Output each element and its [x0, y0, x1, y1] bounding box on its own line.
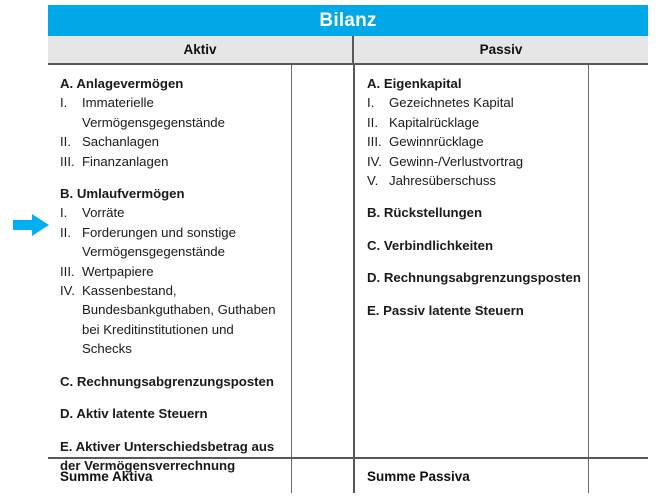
section-item	[367, 132, 582, 151]
section-item-numeral: II.	[367, 114, 378, 130]
section-item-numeral: II.	[60, 224, 71, 240]
section-heading: E. Passiv latente Steuern	[367, 302, 524, 318]
section-item-label: Jahresüberschuss	[389, 173, 497, 189]
column-header-aktiv-label: Aktiv	[183, 42, 217, 57]
section-spacer	[60, 171, 285, 184]
section-item-label: Gewinn-/Verlustvortrag	[389, 153, 524, 169]
section-item	[60, 281, 285, 359]
section-heading: C. Rechnungsabgrenzungsposten	[60, 373, 274, 389]
section-item-label: Kassenbestand, Bundesbankguthaben, Guthaben bei Kreditinstitutionen und Schecks	[82, 283, 276, 357]
summary-passiv-label-cell	[353, 459, 588, 493]
section-heading: A. Anlagevermögen	[60, 76, 184, 91]
section-item-numeral: III.	[367, 134, 382, 150]
section-spacer	[60, 391, 285, 404]
section-item	[367, 113, 582, 132]
section-heading: D. Rechnungsabgrenzungsposten	[367, 270, 581, 286]
section-item	[367, 93, 582, 112]
column-header-aktiv	[48, 36, 354, 63]
section-item-numeral: II.	[60, 134, 71, 150]
section-item-label: Finanzanlagen	[82, 153, 169, 169]
section-spacer	[367, 288, 582, 301]
aktiv-entries	[48, 65, 291, 473]
summary-aktiv-label: Summe Aktiva	[60, 468, 153, 484]
column-header-passiv-label: Passiv	[479, 42, 523, 57]
section-item-label: Immaterielle Vermögensgegenstände	[82, 95, 225, 130]
section-item	[367, 171, 582, 190]
section-item	[60, 152, 285, 171]
section-item-label: Kapitalrücklage	[389, 114, 480, 130]
section-spacer	[60, 359, 285, 372]
section-item	[60, 132, 285, 151]
section-heading: A. Eigenkapital	[367, 76, 462, 91]
section-item-label: Sachanlagen	[82, 134, 159, 150]
passiv-values-cell	[588, 65, 648, 457]
section-item	[60, 262, 285, 281]
sheet-title-banner	[48, 5, 648, 36]
summary-aktiv-value-cell	[291, 459, 353, 493]
section-item	[60, 223, 285, 262]
aktiv-values-cell	[291, 65, 353, 457]
section-spacer	[367, 223, 582, 236]
section-item	[367, 152, 582, 171]
section-item-numeral: I.	[367, 95, 375, 111]
section-spacer	[367, 255, 582, 268]
section-item-numeral: IV.	[367, 153, 382, 169]
section-item-numeral: V.	[367, 173, 379, 189]
table-header-row	[48, 36, 648, 65]
section-item-numeral: III.	[60, 263, 75, 279]
annotation-arrow	[13, 214, 49, 236]
section-item-numeral: I.	[60, 205, 68, 221]
summary-passiv-label: Summe Passiva	[367, 468, 470, 484]
section-item-label: Forderungen und sonstige Vermögensgegenstände	[82, 224, 236, 260]
section-item	[60, 93, 285, 132]
balance-sheet-table	[48, 5, 648, 493]
section-heading: B. Rückstellungen	[367, 205, 483, 221]
page-title: Bilanz	[319, 9, 377, 31]
section-item-label: Gezeichnetes Kapital	[389, 95, 514, 111]
section-spacer	[367, 190, 582, 203]
section-heading: C. Verbindlichkeiten	[367, 237, 494, 253]
section-item-numeral: I.	[60, 95, 68, 111]
section-heading: E. Aktiver Unterschiedsbetrag aus der Vermögensverrechnung	[60, 438, 275, 473]
summary-passiv-value-cell	[588, 459, 648, 493]
column-header-passiv	[354, 36, 648, 63]
table-body-row	[48, 65, 648, 473]
section-item	[60, 203, 285, 222]
section-item-numeral: IV.	[60, 283, 75, 299]
section-heading: D. Aktiv latente Steuern	[60, 406, 208, 422]
section-item-label: Vorräte	[82, 205, 125, 221]
passiv-entries	[353, 65, 588, 457]
section-spacer	[60, 424, 285, 437]
section-item-label: Gewinnrücklage	[389, 134, 484, 150]
section-heading: B. Umlaufvermögen	[60, 186, 185, 202]
section-item-numeral: III.	[60, 153, 75, 169]
section-item-label: Wertpapiere	[82, 263, 154, 279]
